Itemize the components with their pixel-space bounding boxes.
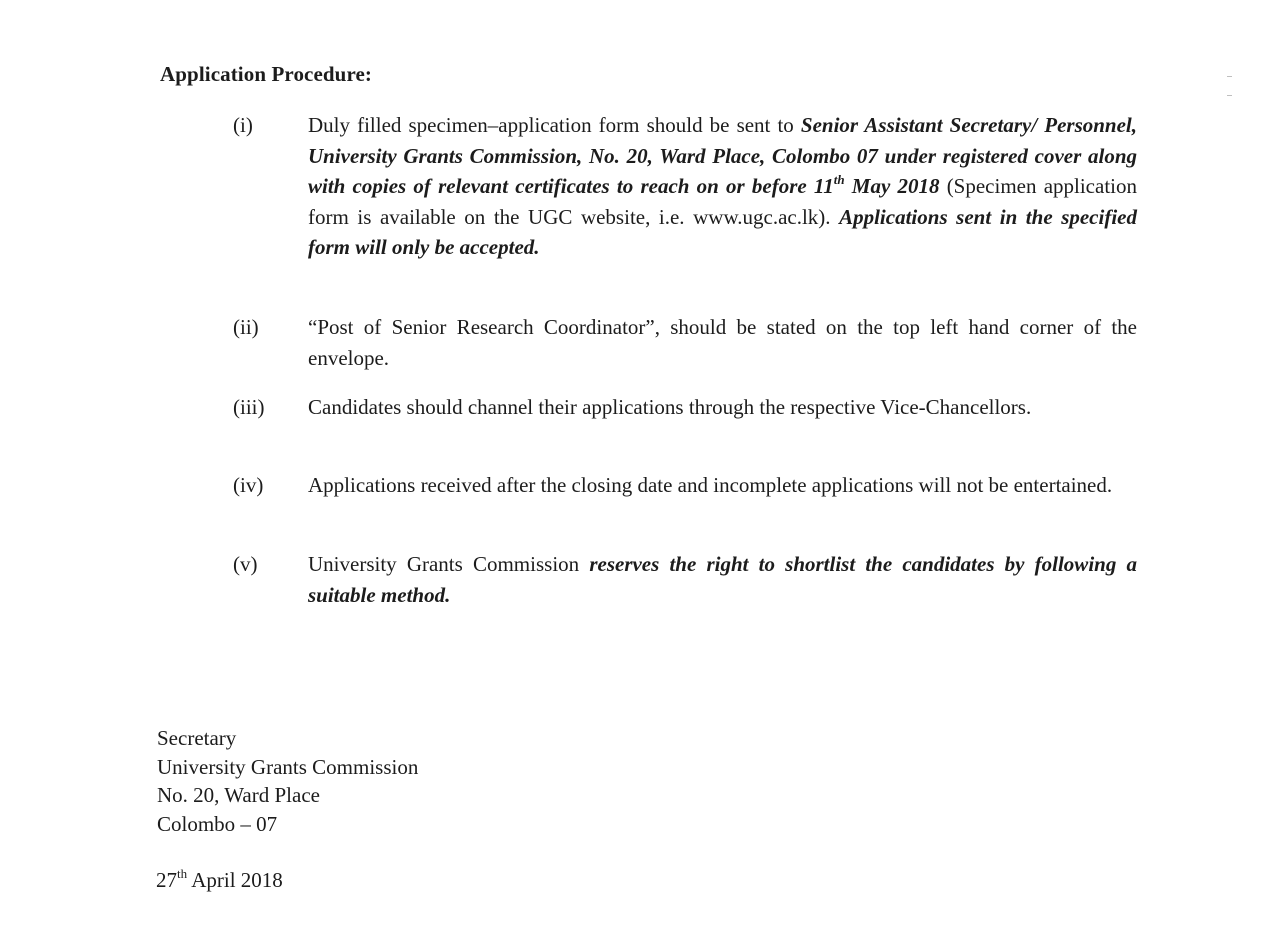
item-text-emphasis: May 2018 [844, 174, 947, 198]
signatory-organization: University Grants Commission [157, 754, 419, 779]
item-number: (i) [233, 113, 253, 137]
item-text [308, 549, 1137, 610]
item-text-plain: University Grants Commission [308, 552, 590, 576]
signature-block [157, 724, 418, 838]
ordinal-superscript: th [833, 172, 845, 187]
item-number: (ii) [233, 315, 259, 339]
item-text: Applications received after the closing date and incomplete applications will not be entertained. [308, 473, 1113, 497]
section-heading: Application Procedure: [160, 62, 372, 86]
scan-artifact [1227, 95, 1232, 96]
item-number: (iv) [233, 473, 264, 497]
item-number: (v) [233, 552, 258, 576]
item-number: (iii) [233, 395, 265, 419]
signatory-title: Secretary [157, 726, 237, 750]
item-text-emphasis: reserves the right to shortlist the candidates by following a suitable method. [308, 552, 1137, 607]
document-date [156, 865, 283, 895]
item-text-plain: (Specimen application form is available on the UGC website, i.e. www.ugc.ac.lk). [308, 174, 1137, 229]
item-text: Candidates should channel their applications through the respective Vice-Chancellors. [308, 395, 1032, 419]
item-text-plain: Duly filled specimen–application form should be sent to [308, 113, 801, 137]
item-text-emphasis: Senior Assistant Secretary/ Personnel, University Grants Commission, No. 20, Ward Place, Colombo 07 under registered cover along with copies of relevant certificates to reach on or before 11 [308, 113, 1137, 198]
address-line-2: Colombo – 07 [157, 811, 278, 836]
scan-artifact [1227, 76, 1232, 77]
item-text-emphasis: Applications sent in the specified form will only be accepted. [308, 204, 1137, 259]
date-day: 27 [156, 868, 177, 892]
address-line-1: No. 20, Ward Place [157, 783, 320, 807]
item-text: “Post of Senior Research Coordinator”, should be stated on the top left hand corner of the envelope. [308, 315, 1137, 370]
item-text [308, 110, 1137, 263]
date-day-ordinal: th [177, 866, 188, 881]
date-rest: April 2018 [187, 868, 283, 892]
